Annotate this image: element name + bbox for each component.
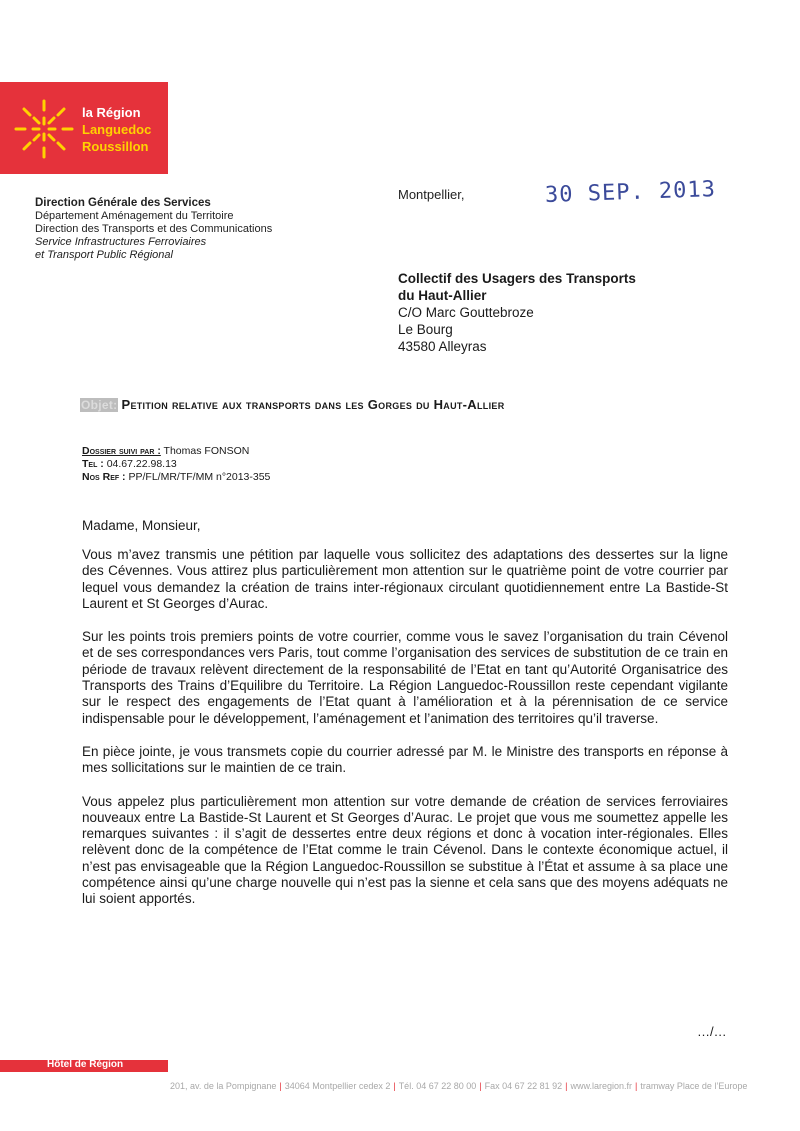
subject-line <box>80 397 505 412</box>
logo-line-1: la Région <box>82 105 141 120</box>
footer-fax: Fax 04 67 22 81 92 <box>484 1081 563 1091</box>
paragraph: Vous appelez plus particulièrement mon attention sur votre demande de création de services ferroviaires nouveaux entre La Bastide-St Laurent et St Georges d’Aurac. Le projet que vous me soumettez appelle les remarques suivantes : il s’agit de dessertes entre deux régions et donc à vocation inter-régionales. Elles relèvent donc de la compétence de l’Etat comme le train Cévenol. Dans le contexte économique actuel, il n’est pas envisageable que la Région Languedoc-Roussillon se substitue à l’État et assume à sa place une compétence ainsi qu’une charge nouvelle qui n’est pas la sienne et cela sans que des moyens adéquats ne lui soient apportés. <box>82 793 728 907</box>
salutation: Madame, Monsieur, <box>82 518 201 533</box>
paragraph: Vous m’avez transmis une pétition par laquelle vous sollicitez des adaptations des dessertes sur la ligne des Cévennes. Vous attirez plus particulièrement mon attention sur le quatrième point de votre courrier par lequel vous demandez la création de trains inter-régionaux circulant quotidiennement entre La Bastide-St Laurent et St Georges d’Aurac. <box>82 547 728 611</box>
followed-by-label: Dossier suivi par : <box>82 445 161 457</box>
footer-tram: tramway Place de l’Europe <box>640 1081 748 1091</box>
recipient-line-4: Le Bourg <box>398 322 453 337</box>
paragraph: En pièce jointe, je vous transmets copie du courrier adressé par M. le Ministre des transports en réponse à mes sollicitations sur le maintien de ce train. <box>82 743 728 776</box>
ref-label: Nos Ref : <box>82 471 126 483</box>
sender-sub-direction: Direction des Transports et des Communications <box>35 223 273 235</box>
sun-logo-icon <box>12 98 76 160</box>
paragraph: Sur les points trois premiers points de votre courrier, comme vous le savez l’organisation du train Cévenol et de ses correspondances vers Paris, tout comme l’organisation des services de substitution de ce train en période de travaux relèvent directement de la responsabilité de l’Etat en tant qu’Autorité Organisatrice des Transports des Trains d’Equilibre du Territoire. La Région Languedoc-Roussillon reste cependant vigilante sur le respect des engagements de l’Etat quant à l’amélioration et à la pérennisation de ce service indispensable pour le développement, l’aménagement et l’animation des territoires qu’il traverse. <box>82 629 728 726</box>
date-stamp: 30 SEP. 2013 <box>544 177 717 208</box>
footer-tel: Tél. 04 67 22 80 00 <box>398 1081 477 1091</box>
ref-value: PP/FL/MR/TF/MM n°2013-355 <box>125 471 271 483</box>
recipient-line-5: 43580 Alleyras <box>398 339 487 354</box>
reference-block <box>82 445 270 484</box>
continuation-mark: …/… <box>697 1024 727 1039</box>
letter-body <box>82 547 728 925</box>
tel-label: Tel : <box>82 458 104 470</box>
followed-by-value: Thomas FONSON <box>160 445 250 457</box>
footer-address: 201, av. de la Pompignane | 34064 Montpellier cedex 2 | Tél. 04 67 22 80 00 | Fax 04 67 22 81 92 | www.laregion.fr | tramway Place de l’Europe <box>170 1081 748 1091</box>
footer-bar <box>0 1060 168 1072</box>
footer-hotel-label: Hôtel de Région <box>47 1059 124 1070</box>
tel-value: 04.67.22.98.13 <box>103 458 177 470</box>
region-logo <box>0 82 168 174</box>
recipient-line-3: C/O Marc Gouttebroze <box>398 305 534 320</box>
sender-service-2: et Transport Public Régional <box>35 249 173 261</box>
logo-line-2: Languedoc <box>82 122 152 137</box>
sender-department: Département Aménagement du Territoire <box>35 210 234 222</box>
recipient-line-2: du Haut-Allier <box>398 288 487 303</box>
footer-web: www.laregion.fr <box>570 1081 633 1091</box>
sender-service-1: Service Infrastructures Ferroviaires <box>35 236 207 248</box>
sender-direction: Direction Générale des Services <box>35 197 211 209</box>
letter-place: Montpellier, <box>398 187 465 202</box>
recipient-line-1: Collectif des Usagers des Transports <box>398 271 636 286</box>
footer-addr-2: 34064 Montpellier cedex 2 <box>284 1081 391 1091</box>
subject-label: Objet: <box>81 398 118 412</box>
recipient-block <box>398 270 636 355</box>
subject-text: Petition relative aux transports dans les Gorges du Haut-Allier <box>121 397 505 412</box>
footer-addr-1: 201, av. de la Pompignane <box>170 1081 277 1091</box>
sender-block <box>35 197 272 262</box>
logo-line-3: Roussillon <box>82 139 149 154</box>
